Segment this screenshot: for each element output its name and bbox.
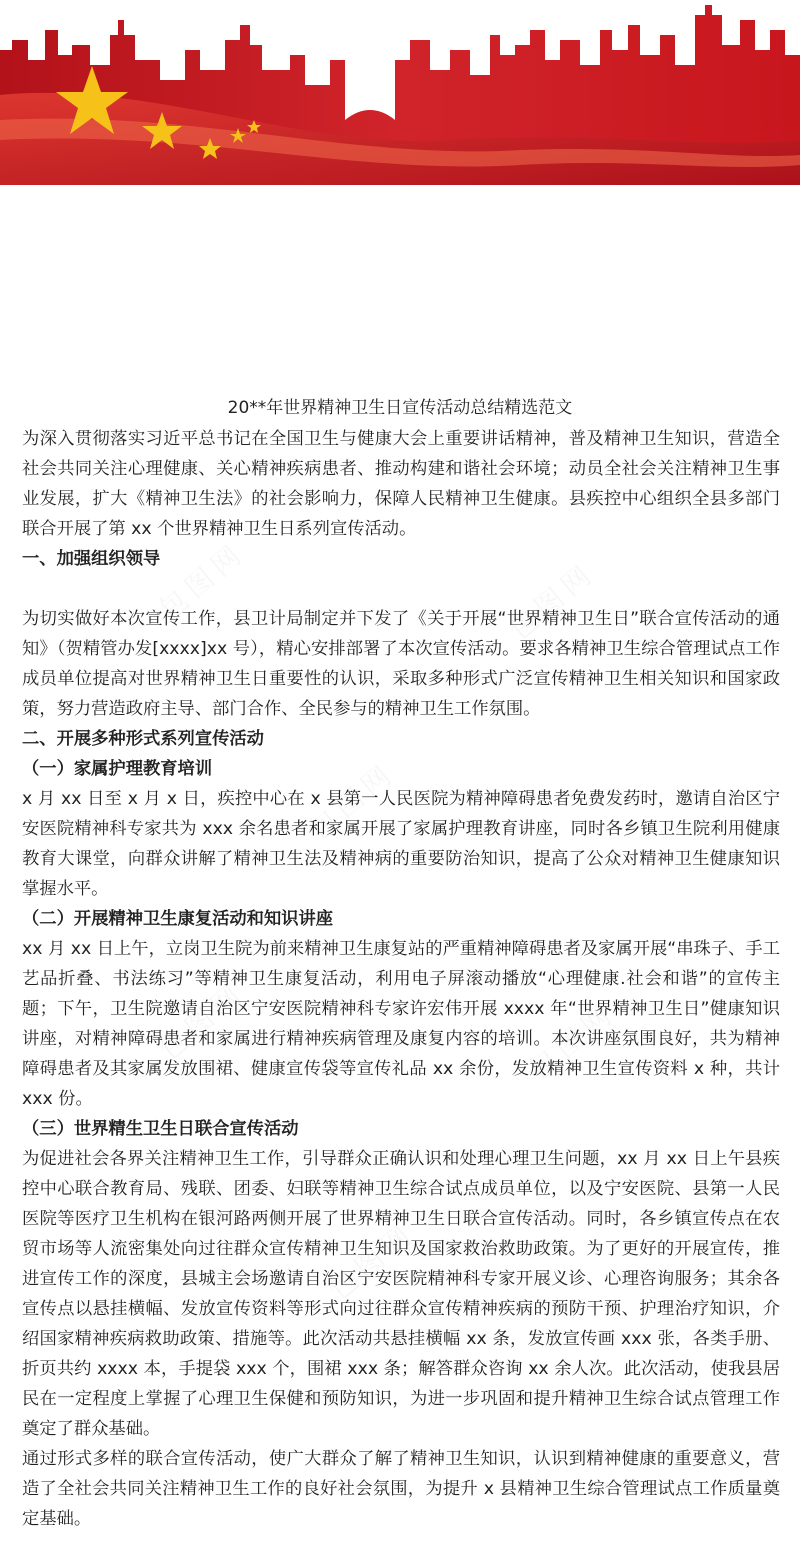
section-heading: 二、开展多种形式系列宣传活动 — [22, 729, 264, 749]
subsection-heading: （二）开展精神卫生康复活动和知识讲座 — [22, 909, 334, 929]
intro-paragraph: 为深入贯彻落实习近平总书记在全国卫生与健康大会上重要讲话精神，普及精神卫生知识，营造全社会共同关注心理健康、关心精神疾病患者、推动构建和谐社会环境；动员全社会关注精神卫生事业发展，扩大《精神卫生法》的社会影响力，保障人民精神卫生健康。县疾控中心组织全县多部门联合开展了第 xx 个世界精神卫生日系列宣传活动。 — [22, 429, 780, 539]
subsection-paragraph: 为促进社会各界关注精神卫生工作，引导群众正确认识和处理心理卫生问题，xx 月 xx 日上午县疾控中心联合教育局、残联、团委、妇联等精神卫生综合试点成员单位，以及宁安医院、县第一人民医院等医疗卫生机构在银河路两侧开展了世界精神卫生日联合宣传活动。同时，各乡镇宣传点在农贸市场等人流密集处向过往群众宣传精神卫生知识及国家救治救助政策。为了更好的开展宣传，推进宣传工作的深度，县城主会场邀请自治区宁安医院精神科专家开展义诊、心理咨询服务；其余各宣传点以悬挂横幅、发放宣传资料等形式向过往群众宣传精神疾病的预防干预、护理治疗知识，介绍国家精神疾病救助政策、措施等。此次活动共悬挂横幅 xx 条，发放宣传画 xxx 张，各类手册、折页共约 xxxx 本，手提袋 xxx 个，围裙 xxx 条；解答群众咨询 xx 余人次。此次活动，使我县居民在一定程度上掌握了心理卫生保健和预防知识，为进一步巩固和提升精神卫生综合试点管理工作奠定了群众基础。 — [22, 1149, 780, 1439]
section-paragraph: 为切实做好本次宣传工作，县卫计局制定并下发了《关于开展“世界精神卫生日”联合宣传活动的通知》（贺精管办发[xxxx]xx 号），精心安排部署了本次宣传活动。要求各精神卫生综合管理试点工作成员单位提高对世界精神卫生日重要性的认识，采取多种形式广泛宣传精神卫生相关知识和国家政策，努力营造政府主导、部门合作、全民参与的精神卫生工作氛围。 — [22, 609, 780, 719]
section-heading: 一、加强组织领导 — [22, 549, 161, 569]
subsection-heading: （一）家属护理教育培训 — [22, 759, 213, 779]
header-banner — [0, 0, 800, 185]
subsection-paragraph: x 月 xx 日至 x 月 x 日，疾控中心在 x 县第一人民医院为精神障碍患者免费发药时，邀请自治区宁安医院精神科专家共为 xxx 余名患者和家属开展了家属护理教育讲座，同时各乡镇卫生院利用健康教育大课堂，向群众讲解了精神卫生法及精神病的重要防治知识，提高了公众对精神卫生健康知识掌握水平。 — [22, 789, 780, 899]
conclusion-paragraph: 通过形式多样的联合宣传活动，使广大群众了解了精神卫生知识，认识到精神健康的重要意义，营造了全社会共同关注精神卫生工作的良好社会氛围，为提升 x 县精神卫生综合管理试点工作质量奠定基础。 — [22, 1449, 780, 1529]
subsection-paragraph: xx 月 xx 日上午，立岗卫生院为前来精神卫生康复站的严重精神障碍患者及家属开展“串珠子、手工艺品折叠、书法练习”等精神卫生康复活动，利用电子屏滚动播放“心理健康.社会和谐”的宣传主题；下午，卫生院邀请自治区宁安医院精神科专家许宏伟开展 xxxx 年“世界精神卫生日”健康知识讲座，对精神障碍患者和家属进行精神疾病管理及康复内容的培训。本次讲座氛围良好，共为精神障碍患者及其家属发放围裙、健康宣传袋等宣传礼品 xx 余份，发放精神卫生宣传资料 x 种，共计 xxx 份。 — [22, 939, 780, 1109]
city-skyline-graphic — [0, 0, 800, 185]
document-body — [22, 424, 780, 1534]
document-title: 20**年世界精神卫生日宣传活动总结精选范文 — [227, 398, 573, 418]
subsection-heading: （三）世界精生卫生日联合宣传活动 — [22, 1119, 299, 1139]
